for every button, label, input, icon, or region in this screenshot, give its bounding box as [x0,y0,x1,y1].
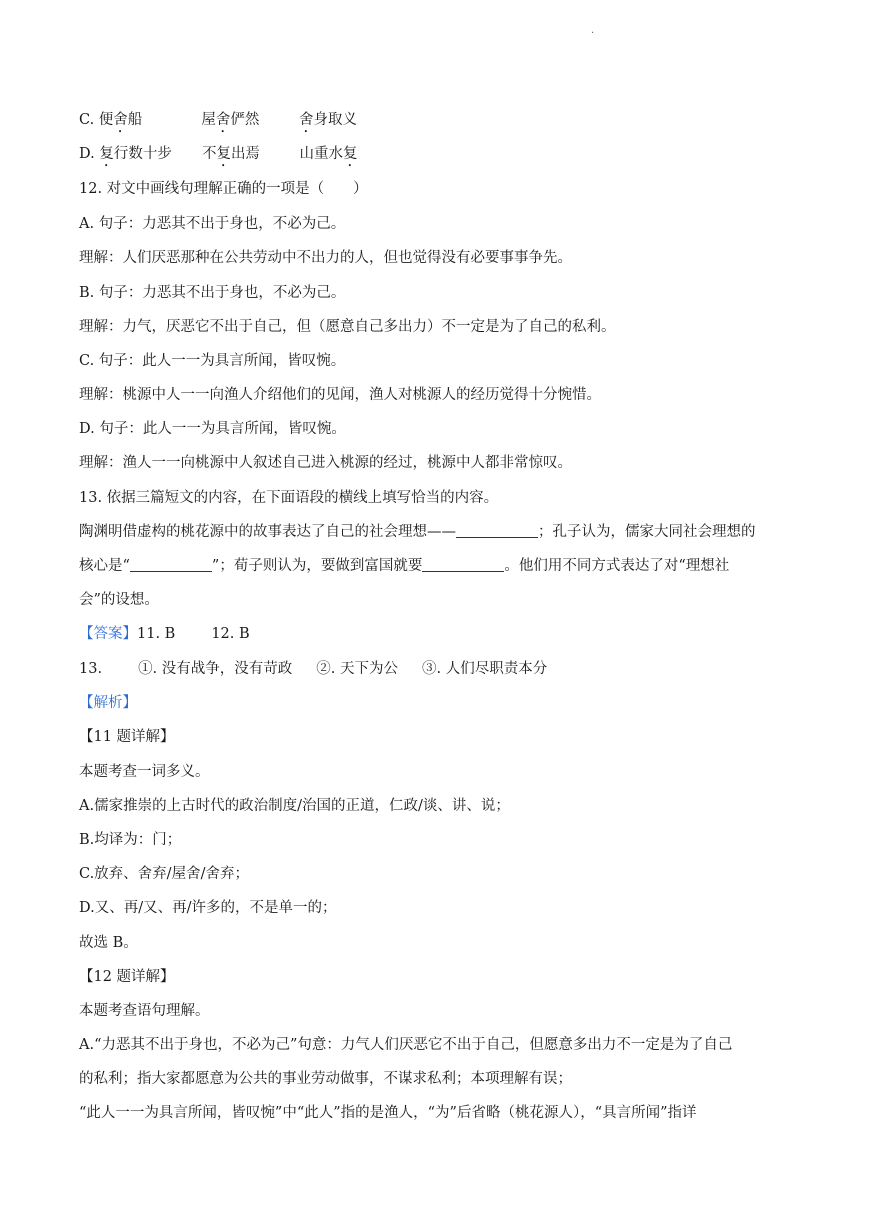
option-c-line: C. 便舍船 屋舍俨然 舍身取义 [79,112,358,128]
question-12: 12. 对文中画线句理解正确的一项是（ ） [79,181,368,197]
q12-c-explain: 理解：桃源中人一一向渔人介绍他们的见闻，渔人对桃源人的经历觉得十分惋惜。 [79,387,601,403]
answer-13-line: 13. ①. 没有战争，没有苛政 ②. 天下为公 ③. 人们尽职责本分 [79,661,548,677]
option-d-line: D. 复行数十步 不复出焉 山重水复 [79,146,358,162]
q12-d-sentence: D. 句子：此人一一为具言所闻，皆叹惋。 [79,421,346,437]
q12-d-explain: 理解：渔人一一向桃源中人叙述自己进入桃源的经过，桃源中人都非常惊叹。 [79,455,572,471]
q12-b-sentence: B. 句子：力恶其不出于身也，不必为己。 [79,285,346,301]
detail-11-c: C.放弃、舍弃/屋舍/舍弃； [79,866,249,882]
blank-1[interactable] [456,523,538,538]
q13-para-line1: 陶渊明借虚构的桃花源中的故事表达了自己的社会理想—— ；孔子认为，儒家大同社会理想的 [79,524,756,540]
detail-11-conclusion: 故选 B。 [79,935,138,951]
q13-para-line2: 核心是“ ”；荀子则认为，要做到富国就要 。他们用不同方式表达了对“理想社 [79,558,730,574]
blank-3[interactable] [422,557,504,572]
answer-line: 【答案】11. B 12. B [79,626,250,642]
detail-11-d: D.又、再/又、再/许多的，不是单一的； [79,900,337,916]
detail-12-a-line1: A.“力恶其不出于身也，不必为己”句意：力气人们厌恶它不出于自己，但愿意多出力不一定是为了自己 [79,1037,733,1053]
detail-12-heading: 【12 题详解】 [79,969,175,985]
answer-tag: 【答案】 [79,626,137,642]
analysis-tag: 【解析】 [79,695,137,711]
q12-a-sentence: A. 句子：力恶其不出于身也，不必为己。 [79,216,346,232]
detail-12-a-line2: 的私利；指大家都愿意为公共的事业劳动做事，不谋求私利；本项理解有误； [79,1071,572,1087]
question-13: 13. 依据三篇短文的内容，在下面语段的横线上填写恰当的内容。 [79,490,499,506]
q12-b-explain: 理解：力气，厌恶它不出于自己，但（愿意自己多出力）不一定是为了自己的私利。 [79,319,616,335]
blank-2[interactable] [130,557,212,572]
q12-a-explain: 理解：人们厌恶那种在公共劳动中不出力的人，但也觉得没有必要事事争先。 [79,250,572,266]
page-marker: · [591,28,595,39]
detail-12-intro: 本题考查语句理解。 [79,1003,210,1019]
detail-12-c-line1: “此人一一为具言所闻，皆叹惋”中“此人”指的是渔人，“为”后省略（桃花源人），“具言所闻”指详 [79,1105,697,1121]
detail-11-b: B.均译为：门； [79,832,182,848]
q12-c-sentence: C. 句子：此人一一为具言所闻，皆叹惋。 [79,353,346,369]
detail-11-intro: 本题考查一词多义。 [79,764,210,780]
detail-11-heading: 【11 题详解】 [79,729,175,745]
q13-para-line3: 会”的设想。 [79,592,159,608]
detail-11-a: A.儒家推崇的上古时代的政治制度/治国的正道，仁政/谈、讲、说； [79,798,510,814]
